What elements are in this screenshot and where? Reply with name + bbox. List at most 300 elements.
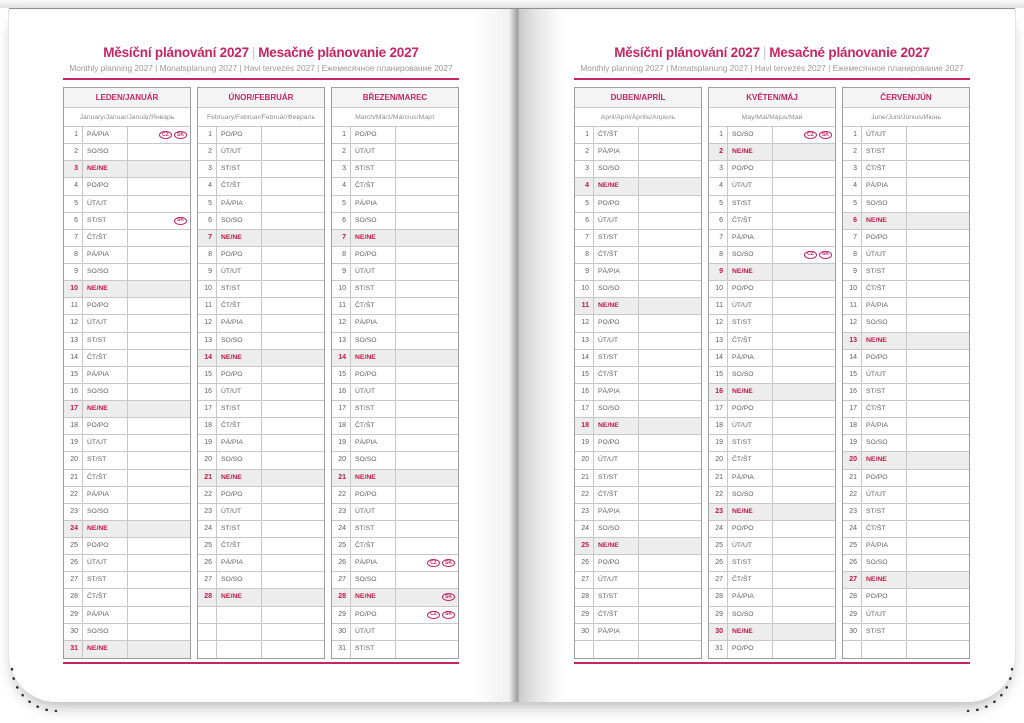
notes-cell	[907, 452, 969, 468]
day-name-cell: ÚT/UT	[217, 144, 262, 160]
notes-cell	[773, 487, 835, 503]
calendar-row	[198, 555, 324, 572]
calendar-row	[709, 521, 835, 538]
day-name-cell: PÁ/PIA	[728, 470, 773, 486]
day-number-cell: 16	[198, 384, 217, 400]
notes-cell	[262, 452, 324, 468]
calendar-row	[575, 298, 701, 315]
holiday-badge-sk-icon: SK	[442, 593, 455, 601]
notes-cell	[907, 281, 969, 297]
notes-cell	[128, 196, 190, 212]
notes-cell	[396, 281, 458, 297]
calendar-row	[64, 384, 190, 401]
notes-cell	[128, 161, 190, 177]
notes-cell	[773, 178, 835, 194]
notes-cell	[262, 384, 324, 400]
calendar-row	[575, 196, 701, 213]
day-name-cell: PO/PO	[217, 127, 262, 143]
day-name-cell: ČT/ŠT	[728, 572, 773, 588]
day-number-cell: 8	[709, 247, 728, 263]
calendar-row	[709, 213, 835, 230]
day-number-cell: 9	[332, 264, 351, 280]
day-name-cell: SO/SO	[83, 144, 128, 160]
page-right-content	[574, 9, 970, 664]
day-number-cell: 16	[843, 384, 862, 400]
day-name-cell: NE/NE	[728, 384, 773, 400]
day-name-cell: NE/NE	[217, 350, 262, 366]
day-name-cell: ST/ST	[83, 572, 128, 588]
notes-cell	[639, 367, 701, 383]
calendar-row	[709, 281, 835, 298]
day-number-cell: 26	[843, 555, 862, 571]
notes-cell	[128, 435, 190, 451]
notes-cell	[396, 298, 458, 314]
day-number-cell: 14	[332, 350, 351, 366]
calendar-row	[198, 213, 324, 230]
day-number-cell: 30	[843, 624, 862, 640]
day-name-cell: PÁ/PIA	[862, 418, 907, 434]
day-name-cell: NE/NE	[83, 521, 128, 537]
calendar-row	[332, 213, 458, 230]
notes-cell	[262, 213, 324, 229]
day-name-cell: PO/PO	[217, 367, 262, 383]
notes-cell	[396, 144, 458, 160]
day-name-cell: ST/ST	[217, 161, 262, 177]
notes-cell	[262, 470, 324, 486]
calendar-row	[332, 641, 458, 658]
day-number-cell: 22	[332, 487, 351, 503]
calendar-row	[709, 247, 835, 264]
calendar-row	[332, 452, 458, 469]
day-number-cell: 23	[332, 504, 351, 520]
calendar-row	[332, 315, 458, 332]
day-name-cell: NE/NE	[728, 264, 773, 280]
day-name-cell: SO/SO	[351, 213, 396, 229]
day-name-cell: ST/ST	[862, 144, 907, 160]
calendar-row	[575, 264, 701, 281]
day-name-cell: ČT/ŠT	[351, 178, 396, 194]
calendar-row	[332, 333, 458, 350]
day-number-cell: 2	[64, 144, 83, 160]
notes-cell	[262, 418, 324, 434]
notes-cell	[639, 230, 701, 246]
calendar-row	[843, 144, 969, 161]
day-name-cell: ST/ST	[594, 230, 639, 246]
calendar-row	[575, 624, 701, 641]
calendar-row	[575, 435, 701, 452]
day-number-cell: 21	[64, 470, 83, 486]
calendar-row	[843, 178, 969, 195]
day-name-cell: SO/SO	[862, 315, 907, 331]
notes-cell	[907, 298, 969, 314]
calendar-row	[64, 435, 190, 452]
day-name-cell: ST/ST	[351, 521, 396, 537]
day-number-cell: 9	[198, 264, 217, 280]
calendar-row	[843, 350, 969, 367]
title-czech: Měsíční plánování 2027	[614, 45, 760, 60]
day-name-cell: ČT/ŠT	[862, 281, 907, 297]
notes-cell	[639, 315, 701, 331]
calendar-row	[198, 504, 324, 521]
calendar-row	[843, 298, 969, 315]
day-number-cell: 5	[575, 196, 594, 212]
day-number-cell: 3	[709, 161, 728, 177]
bottom-rule	[63, 662, 459, 664]
calendar-row	[332, 350, 458, 367]
day-number-cell: 29	[64, 607, 83, 623]
day-name-cell: PÁ/PIA	[351, 196, 396, 212]
month-table	[708, 87, 836, 659]
day-number-cell: 7	[332, 230, 351, 246]
notes-cell	[262, 315, 324, 331]
notes-cell	[773, 589, 835, 605]
day-name-cell: PÁ/PIA	[217, 555, 262, 571]
day-name-cell: PÁ/PIA	[217, 196, 262, 212]
notes-cell	[773, 213, 835, 229]
day-name-cell: SO/SO	[217, 572, 262, 588]
day-name-cell: ÚT/UT	[728, 418, 773, 434]
day-name-cell	[217, 607, 262, 623]
day-name-cell: SO/SO	[83, 384, 128, 400]
day-name-cell: NE/NE	[351, 589, 396, 605]
day-number-cell: 13	[198, 333, 217, 349]
notes-cell	[396, 384, 458, 400]
month-table	[63, 87, 191, 659]
notes-cell	[128, 538, 190, 554]
notes-cell	[396, 350, 458, 366]
day-name-cell: NE/NE	[594, 298, 639, 314]
day-name-cell: PÁ/PIA	[351, 435, 396, 451]
calendar-row	[709, 333, 835, 350]
day-name-cell: PÁ/PIA	[351, 555, 396, 571]
calendar-row	[575, 230, 701, 247]
month-table	[574, 87, 702, 659]
calendar-row	[709, 384, 835, 401]
calendar-row	[198, 367, 324, 384]
day-name-cell	[217, 624, 262, 640]
calendar-row	[575, 178, 701, 195]
notes-cell	[262, 281, 324, 297]
day-number-cell: 15	[198, 367, 217, 383]
page-stack-top-edge	[0, 0, 1024, 8]
day-name-cell: PO/PO	[728, 401, 773, 417]
day-name-cell: NE/NE	[862, 213, 907, 229]
day-number-cell: 28	[332, 589, 351, 605]
calendar-row	[843, 264, 969, 281]
day-name-cell: ČT/ŠT	[351, 298, 396, 314]
calendar-row	[332, 624, 458, 641]
day-name-cell: ÚT/UT	[862, 247, 907, 263]
notes-cell	[773, 418, 835, 434]
day-number-cell: 9	[575, 264, 594, 280]
notes-cell	[639, 641, 701, 658]
notes-cell	[639, 384, 701, 400]
day-number-cell: 19	[709, 435, 728, 451]
day-number-cell: 9	[709, 264, 728, 280]
day-name-cell: SO/SO	[862, 435, 907, 451]
day-number-cell: 5	[843, 196, 862, 212]
day-name-cell: NE/NE	[862, 333, 907, 349]
calendar-row	[332, 504, 458, 521]
day-name-cell: ČT/ŠT	[83, 350, 128, 366]
day-number-cell: 19	[575, 435, 594, 451]
day-name-cell: ČT/ŠT	[594, 367, 639, 383]
day-name-cell: NE/NE	[217, 589, 262, 605]
notes-cell	[262, 333, 324, 349]
day-number-cell: 12	[709, 315, 728, 331]
calendar-row	[575, 247, 701, 264]
day-name-cell: PÁ/PIA	[351, 315, 396, 331]
notes-cell	[907, 196, 969, 212]
calendar-row	[332, 247, 458, 264]
notes-cell	[773, 367, 835, 383]
calendar-row	[332, 298, 458, 315]
day-name-cell: ČT/ŠT	[217, 418, 262, 434]
day-number-cell: 8	[64, 247, 83, 263]
calendar-row	[843, 607, 969, 624]
day-name-cell: ÚT/UT	[217, 504, 262, 520]
notes-cell	[639, 504, 701, 520]
calendar-row	[64, 487, 190, 504]
day-name-cell: ČT/ŠT	[594, 487, 639, 503]
notes-cell	[128, 607, 190, 623]
day-number-cell: 12	[843, 315, 862, 331]
notes-cell	[639, 247, 701, 263]
notes-cell	[396, 555, 458, 571]
calendar-row	[198, 196, 324, 213]
calendar-row	[332, 435, 458, 452]
notes-cell	[907, 435, 969, 451]
calendar-row	[575, 521, 701, 538]
day-name-cell: ÚT/UT	[594, 572, 639, 588]
day-name-cell: ÚT/UT	[862, 367, 907, 383]
notes-cell	[907, 230, 969, 246]
day-number-cell: 26	[709, 555, 728, 571]
day-number-cell: 27	[709, 572, 728, 588]
calendar-row	[198, 127, 324, 144]
calendar-row	[198, 333, 324, 350]
calendar-row	[709, 589, 835, 606]
notes-cell	[396, 196, 458, 212]
day-number-cell: 2	[575, 144, 594, 160]
calendar-row	[64, 298, 190, 315]
calendar-row	[198, 281, 324, 298]
calendar-row	[843, 452, 969, 469]
calendar-row	[198, 624, 324, 641]
calendar-row	[198, 487, 324, 504]
holiday-badge-cz-icon: CZ	[804, 131, 817, 139]
notes-cell	[396, 161, 458, 177]
calendar-row	[709, 504, 835, 521]
day-name-cell: PÁ/PIA	[862, 298, 907, 314]
day-number-cell: 16	[64, 384, 83, 400]
calendar-row	[843, 281, 969, 298]
day-number-cell: 25	[843, 538, 862, 554]
day-name-cell: PO/PO	[351, 127, 396, 143]
day-number-cell: 2	[843, 144, 862, 160]
day-number-cell: 28	[198, 589, 217, 605]
page-subtitle: Monthly planning 2027 | Monatsplanung 2027 | Havi tervezés 2027 | Ежемесячное планирование 2027	[69, 63, 453, 73]
day-name-cell: SO/SO	[862, 555, 907, 571]
calendar-row	[843, 418, 969, 435]
day-name-cell: ÚT/UT	[83, 196, 128, 212]
top-rule	[63, 78, 459, 80]
notes-cell	[128, 401, 190, 417]
notes-cell	[639, 452, 701, 468]
calendar-row	[64, 230, 190, 247]
calendar-row	[575, 589, 701, 606]
day-number-cell: 31	[709, 641, 728, 658]
day-number-cell: 23	[709, 504, 728, 520]
day-number-cell: 5	[332, 196, 351, 212]
calendar-row	[575, 607, 701, 624]
notes-cell	[128, 333, 190, 349]
notes-cell	[262, 589, 324, 605]
notes-cell	[128, 144, 190, 160]
day-name-cell: ČT/ŠT	[83, 470, 128, 486]
day-number-cell: 3	[575, 161, 594, 177]
day-name-cell: ST/ST	[728, 315, 773, 331]
day-number-cell: 1	[332, 127, 351, 143]
notes-cell	[262, 127, 324, 143]
notes-cell	[128, 213, 190, 229]
day-name-cell: NE/NE	[217, 470, 262, 486]
day-number-cell: 24	[843, 521, 862, 537]
notes-cell	[639, 178, 701, 194]
month-header: LEDEN/JANUÁR	[64, 88, 190, 108]
calendar-row	[843, 538, 969, 555]
holiday-badge-cz-icon: CZ	[427, 611, 440, 619]
month-languages: January/Januar/Január/Январь	[64, 108, 190, 127]
notes-cell	[396, 178, 458, 194]
calendar-row	[575, 161, 701, 178]
month-languages: March/März/Március/Март	[332, 108, 458, 127]
notes-cell	[907, 178, 969, 194]
day-name-cell: ČT/ŠT	[594, 607, 639, 623]
day-number-cell: 22	[198, 487, 217, 503]
day-number-cell: 26	[332, 555, 351, 571]
day-name-cell: ST/ST	[351, 641, 396, 658]
calendar-row	[332, 487, 458, 504]
notes-cell	[907, 384, 969, 400]
day-number-cell: 11	[575, 298, 594, 314]
day-name-cell: NE/NE	[594, 178, 639, 194]
notes-cell	[396, 213, 458, 229]
day-name-cell: PÁ/PIA	[862, 538, 907, 554]
calendar-row	[709, 264, 835, 281]
day-name-cell: ČT/ŠT	[83, 589, 128, 605]
notes-cell	[128, 127, 190, 143]
day-number-cell: 31	[64, 641, 83, 658]
day-number-cell: 25	[198, 538, 217, 554]
day-number-cell	[198, 624, 217, 640]
calendar-row	[332, 144, 458, 161]
notes-cell	[128, 247, 190, 263]
calendar-row	[64, 127, 190, 144]
day-name-cell: SO/SO	[351, 333, 396, 349]
notes-cell	[128, 555, 190, 571]
day-name-cell: SO/SO	[594, 401, 639, 417]
day-number-cell: 1	[575, 127, 594, 143]
day-number-cell: 4	[575, 178, 594, 194]
calendar-row	[843, 470, 969, 487]
calendar-row	[64, 401, 190, 418]
calendar-row	[64, 589, 190, 606]
calendar-row	[843, 572, 969, 589]
notes-cell	[128, 230, 190, 246]
notes-cell	[262, 350, 324, 366]
calendar-row	[198, 435, 324, 452]
day-number-cell: 19	[332, 435, 351, 451]
day-number-cell: 29	[709, 607, 728, 623]
notes-cell	[128, 384, 190, 400]
notes-cell	[639, 435, 701, 451]
calendar-row	[709, 196, 835, 213]
day-name-cell: ÚT/UT	[862, 487, 907, 503]
month-table	[331, 87, 459, 659]
notes-cell	[907, 487, 969, 503]
day-number-cell: 17	[64, 401, 83, 417]
month-languages: June/Juni/Június/Июнь	[843, 108, 969, 127]
day-number-cell: 22	[843, 487, 862, 503]
day-name-cell: PO/PO	[862, 589, 907, 605]
calendar-row	[332, 470, 458, 487]
notes-cell	[773, 435, 835, 451]
notes-cell	[907, 264, 969, 280]
day-number-cell: 8	[198, 247, 217, 263]
day-name-cell: ST/ST	[351, 401, 396, 417]
notes-cell	[773, 607, 835, 623]
notes-cell	[907, 418, 969, 434]
day-name-cell: ST/ST	[83, 333, 128, 349]
notes-cell	[639, 350, 701, 366]
notes-cell	[639, 521, 701, 537]
day-number-cell: 8	[332, 247, 351, 263]
notes-cell	[262, 401, 324, 417]
day-name-cell: PÁ/PIA	[83, 487, 128, 503]
day-name-cell: ÚT/UT	[351, 144, 396, 160]
notes-cell	[262, 555, 324, 571]
notes-cell	[396, 624, 458, 640]
calendar-row	[709, 127, 835, 144]
calendar-row	[198, 315, 324, 332]
day-name-cell	[594, 641, 639, 658]
calendar-row	[709, 452, 835, 469]
calendar-row	[843, 487, 969, 504]
calendar-row	[64, 178, 190, 195]
holiday-badge-cz-icon: CZ	[804, 251, 817, 259]
day-number-cell: 11	[843, 298, 862, 314]
day-number-cell: 29	[843, 607, 862, 623]
notes-cell	[773, 401, 835, 417]
day-number-cell: 1	[709, 127, 728, 143]
notes-cell	[396, 247, 458, 263]
day-number-cell: 2	[709, 144, 728, 160]
calendar-row	[64, 470, 190, 487]
calendar-row	[709, 315, 835, 332]
day-number-cell: 3	[332, 161, 351, 177]
calendar-row	[575, 470, 701, 487]
day-number-cell: 4	[64, 178, 83, 194]
day-name-cell: PO/PO	[594, 435, 639, 451]
title-slovak: Mesačné plánovanie 2027	[769, 45, 930, 60]
day-name-cell: PO/PO	[728, 521, 773, 537]
day-name-cell: SO/SO	[83, 264, 128, 280]
notes-cell	[773, 281, 835, 297]
day-number-cell: 27	[843, 572, 862, 588]
day-name-cell: PO/PO	[351, 607, 396, 623]
holiday-badge-sk-icon: SK	[819, 131, 832, 139]
